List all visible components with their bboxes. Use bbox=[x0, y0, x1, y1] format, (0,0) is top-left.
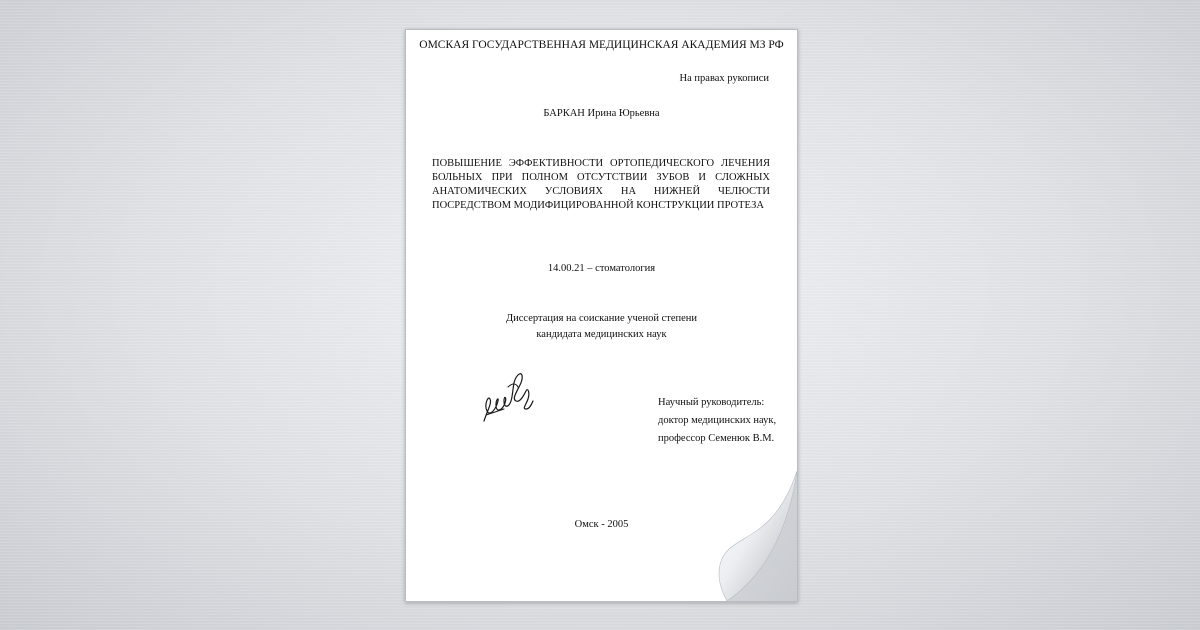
institution-heading: ОМСКАЯ ГОСУДАРСТВЕННАЯ МЕДИЦИНСКАЯ АКАДЕМИЯ МЗ РФ bbox=[419, 39, 784, 51]
author-name: БАРКАН Ирина Юрьевна bbox=[543, 108, 660, 119]
title-line: БОЛЬНЫХ ПРИ ПОЛНОМ ОТСУТСТВИИ ЗУБОВ И СЛОЖНЫХ bbox=[432, 172, 770, 183]
dissertation-title bbox=[432, 157, 770, 213]
place-and-year: Омск - 2005 bbox=[574, 519, 629, 530]
supervisor-name: профессор Семенюк В.М. bbox=[658, 433, 775, 444]
title-line: ПОСРЕДСТВОМ МОДИФИЦИРОВАННОЙ КОНСТРУКЦИИ ПРОТЕЗА bbox=[432, 200, 764, 211]
title-line: ПОВЫШЕНИЕ ЭФФЕКТИВНОСТИ ОРТОПЕДИЧЕСКОГО ЛЕЧЕНИЯ bbox=[432, 158, 770, 169]
supervisor-degree: доктор медицинских наук, bbox=[658, 415, 777, 426]
degree-line: кандидата медицинских наук bbox=[536, 329, 667, 340]
title-line: АНАТОМИЧЕСКИХ УСЛОВИЯХ НА НИЖНЕЙ ЧЕЛЮСТИ bbox=[432, 186, 770, 197]
handwritten-signature bbox=[478, 365, 536, 427]
supervisor-role: Научный руководитель: bbox=[658, 397, 765, 408]
page-curl bbox=[707, 471, 797, 601]
specialty-code: 14.00.21 – стоматология bbox=[547, 263, 656, 274]
document-page bbox=[405, 29, 798, 602]
manuscript-rights-note: На правах рукописи bbox=[679, 73, 769, 84]
degree-line: Диссертация на соискание ученой степени bbox=[505, 313, 698, 324]
